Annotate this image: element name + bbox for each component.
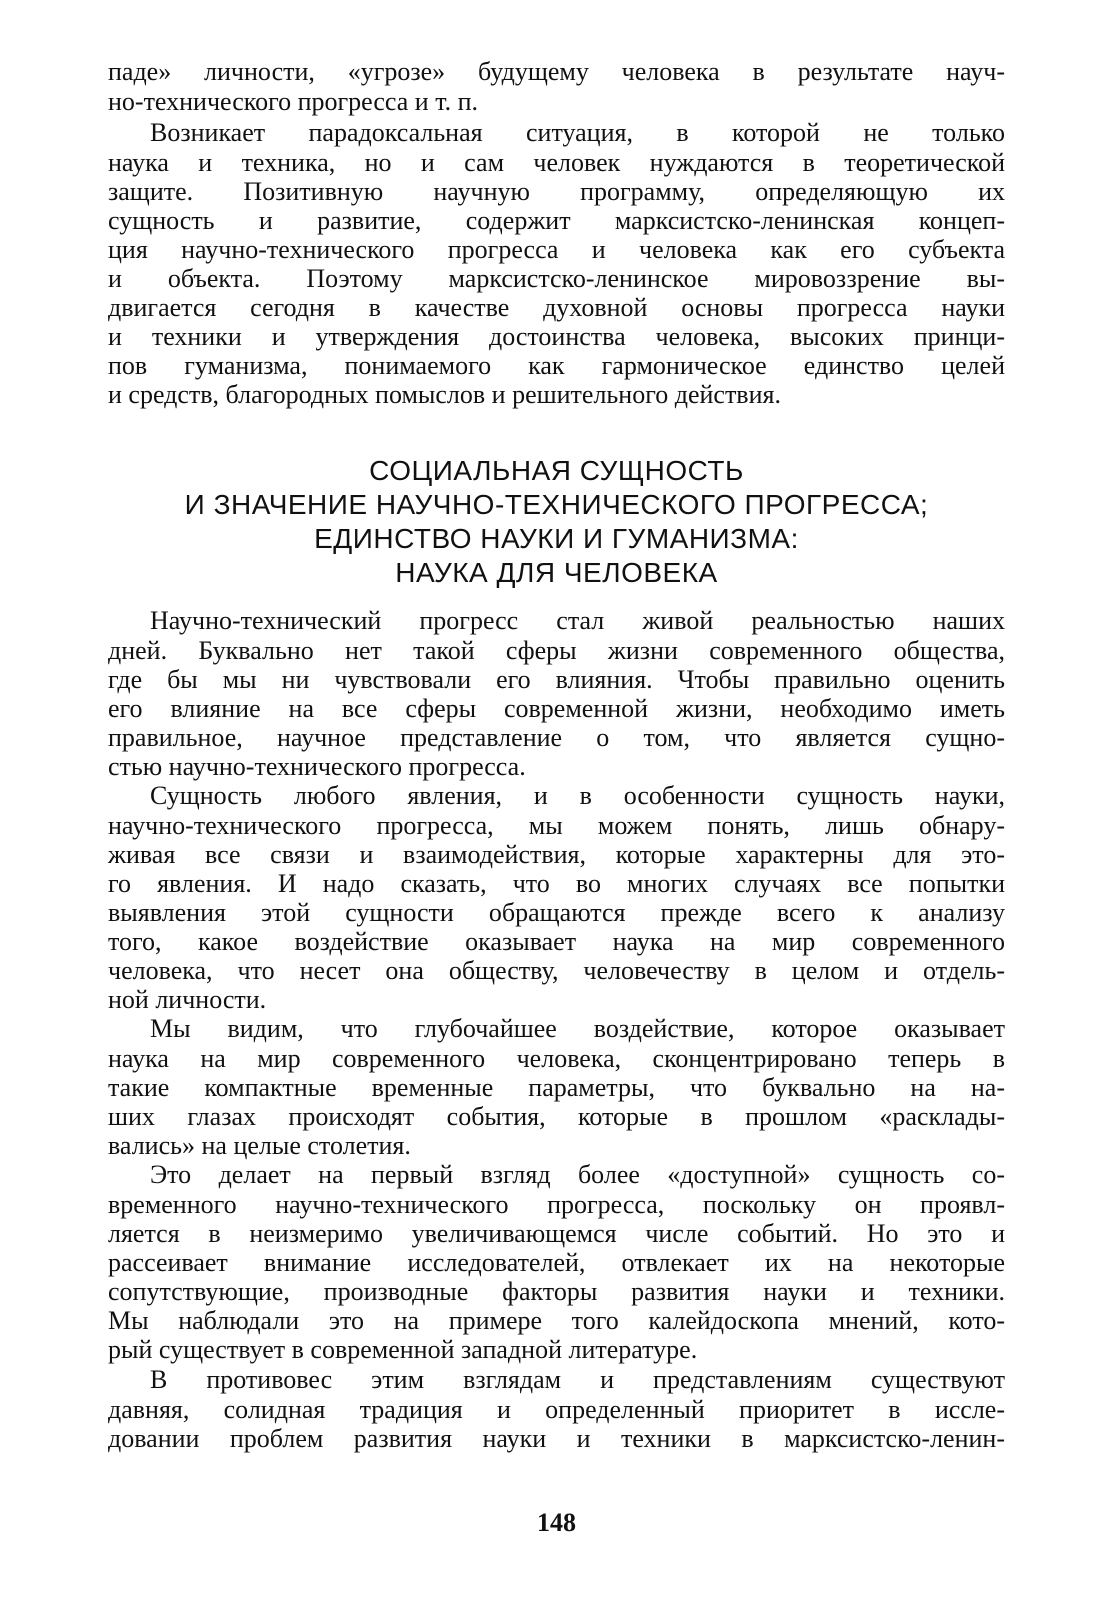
text-line: ной личности. <box>108 985 267 1014</box>
text-line: сущность и развитие, содержит марксистско-ленинская концеп- <box>108 206 1005 235</box>
text-line: и средств, благородных помыслов и решительного действия. <box>108 380 781 409</box>
text-line: того, какое воздействие оказывает наука на мир современного <box>108 927 1005 956</box>
heading-line: СОЦИАЛЬНАЯ СУЩНОСТЬ <box>369 455 744 486</box>
text-line: защите. Позитивную научную программу, определяющую их <box>108 177 1005 206</box>
text-line: давняя, солидная традиция и определенный приоритет в иссле- <box>108 1395 1005 1424</box>
text-line: сопутствующие, производные факторы развития науки и техники. <box>108 1277 1005 1306</box>
text-line: пов гуманизма, понимаемого как гармоническое единство целей <box>108 351 1005 380</box>
text-line: где бы мы ни чувствовали его влияния. Чтобы правильно оценить <box>108 665 1005 694</box>
text-line: стью научно-технического прогресса. <box>108 752 526 781</box>
text-line: и техники и утверждения достоинства человека, высоких принци- <box>108 322 1005 351</box>
text-line: выявления этой сущности обращаются прежде всего к анализу <box>108 898 1005 927</box>
text-line: ция научно-технического прогресса и человека как его субъекта <box>108 235 1005 264</box>
text-line: паде» личности, «угрозе» будущему человека в результате науч- <box>108 57 1005 86</box>
text-line: Мы видим, что глубочайшее воздействие, которое оказывает <box>150 1014 1005 1043</box>
text-line: его влияние на все сферы современной жизни, необходимо иметь <box>108 694 1005 723</box>
text-line: дней. Буквально нет такой сферы жизни современного общества, <box>108 636 1005 665</box>
text-line: двигается сегодня в качестве духовной основы прогресса науки <box>108 293 1005 322</box>
text-line: рассеивает внимание исследователей, отвлекает их на некоторые <box>108 1248 1005 1277</box>
page-number: 148 <box>537 1508 576 1537</box>
text-line: научно-технического прогресса, мы можем понять, лишь обнару- <box>108 811 1005 840</box>
text-line: такие компактные временные параметры, что буквально на на- <box>108 1073 1005 1102</box>
text-line: В противовес этим взглядам и представлениям существуют <box>150 1365 1005 1394</box>
text-line: ляется в неизмеримо увеличивающемся числе событий. Но это и <box>108 1219 1005 1248</box>
text-line: вались» на целые столетия. <box>108 1131 411 1160</box>
heading-line: И ЗНАЧЕНИЕ НАУЧНО-ТЕХНИЧЕСКОГО ПРОГРЕССА; <box>184 489 929 520</box>
text-line: Мы наблюдали это на примере того калейдоскопа мнений, кото- <box>108 1306 1005 1335</box>
book-page <box>108 0 1005 1600</box>
text-line: довании проблем развития науки и техники в марксистско-ленин- <box>108 1424 1005 1453</box>
heading-line: ЕДИНСТВО НАУКИ И ГУМАНИЗМА: <box>314 523 799 554</box>
text-line: ших глазах происходят события, которые в прошлом «расклады- <box>108 1102 1005 1131</box>
text-line: временного научно-технического прогресса, поскольку он проявл- <box>108 1190 1005 1219</box>
text-line: но-технического прогресса и т. п. <box>108 87 479 116</box>
text-line: наука и техника, но и сам человек нуждаются в теоретической <box>108 148 1005 177</box>
text-line: правильное, научное представление о том, что является сущно- <box>108 723 1005 752</box>
heading-line: НАУКА ДЛЯ ЧЕЛОВЕКА <box>395 557 718 588</box>
text-line: и объекта. Поэтому марксистско-ленинское мировоззрение вы- <box>108 264 1005 293</box>
text-line: Сущность любого явления, и в особенности сущность науки, <box>150 781 1005 810</box>
text-line: рый существует в современной западной литературе. <box>108 1335 698 1364</box>
text-line: Научно-технический прогресс стал живой реальностью наших <box>150 606 1005 635</box>
text-line: го явления. И надо сказать, что во многих случаях все попытки <box>108 869 1005 898</box>
text-line: наука на мир современного человека, сконцентрировано теперь в <box>108 1044 1005 1073</box>
text-line: Возникает парадоксальная ситуация, в которой не только <box>150 118 1005 147</box>
text-line: живая все связи и взаимодействия, которые характерны для это- <box>108 840 1005 869</box>
text-line: Это делает на первый взгляд более «доступной» сущность со- <box>150 1160 1005 1189</box>
text-line: человека, что несет она обществу, человечеству в целом и отдель- <box>108 956 1005 985</box>
